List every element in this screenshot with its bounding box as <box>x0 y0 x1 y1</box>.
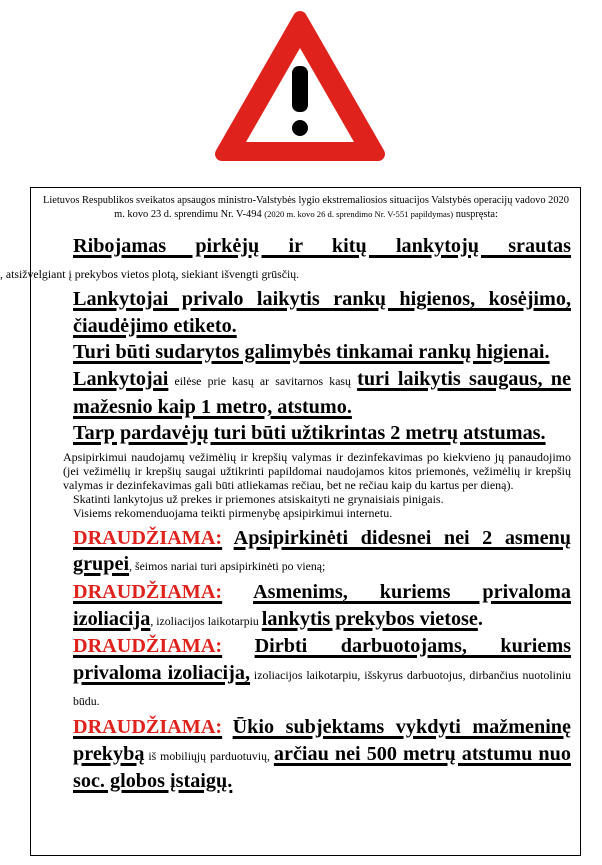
rule-seller-distance: Tarp pardavėjų turi būti užtikrintas 2 metrų atstumas. <box>73 422 546 445</box>
prohibition-label: DRAUDŽIAMA: <box>73 715 223 738</box>
rule-hygiene: Lankytojai privalo laikytis rankų higienos, kosėjimo, čiaudėjimo etiketo. <box>73 288 571 337</box>
intro-text: Lietuvos Respublikos sveikatos apsaugos ministro-Valstybės lygio ekstremaliosios situacijos Valstybės operacijų vadovo 2020 m. kovo 23 d. sprendimu Nr. V-494 (2020 m. kovo 26 d. sprendimo Nr. V-551 papildymas) nuspręsta: <box>43 195 569 220</box>
exclamation-dot <box>292 120 308 136</box>
prohibition-label: DRAUDŽIAMA: <box>73 635 223 658</box>
prohibition-isolation-work: DRAUDŽIAMA: Dirbti darbuotojams, kuriems privaloma izoliacija, izoliacijos laikotarpiu, išskyrus darbuotojus, dirbančius nuotoliniu būdu. <box>73 635 572 709</box>
rules-content <box>0 234 572 796</box>
rule-hand-hygiene: Turi būti sudarytos galimybės tinkamai rankų higienai. <box>73 341 550 364</box>
prohibition-isolation-visit: DRAUDŽIAMA: Asmenims, kuriems privaloma izoliacija, izoliacijos laikotarpiu lankytis prekybos vietose. <box>73 580 571 630</box>
rule-online: Visiems rekomenduojama teikti pirmenybę apsipirkimui internetu. <box>73 505 393 520</box>
prohibition-groups: DRAUDŽIAMA: Apsipirkinėti didesnei nei 2 asmenų grupei, šeimos nariai turi apsipirkinėti po vieną; <box>73 526 572 576</box>
rule-cart-cleaning: Apsipirkimui naudojamų vežimėlių ir krepšių valymas ir dezinfekavimas po kiekvieno jų panaudojimo (jei vežimėlių ir krepšių saugai užtikrinti papildomai naudojamos kitos priemonės, vežimėlių ir krepšių valymas ir dezinfekavimas gali būti atliekamas rečiau, bet ne rečiau kaip du kartus per dieną). <box>63 449 571 492</box>
warning-triangle-icon <box>212 4 388 162</box>
prohibition-mobile-shops: DRAUDŽIAMA: Ūkio subjektams vykdyti mažmeninę prekybą iš mobiliųjų parduotuvių, arčiau nei 500 metrų atstumu nuo soc. globos įstaigų. <box>73 715 571 793</box>
exclamation-bar <box>292 66 308 112</box>
rule-visitor-flow: Ribojamas pirkėjų ir kitų lankytojų srautas, atsižvelgiant į prekybos vietos plotą, siekiant išvengti grūsčių. <box>0 235 571 281</box>
rule-cashless: Skatinti lankytojus už prekes ir priemones atsiskaityti ne grynaisiais pinigais. <box>73 491 444 506</box>
rule-distance-queue: Lankytojai eilėse prie kasų ar savitarnos kasų turi laikytis saugaus, ne mažesnio kaip 1 metro, atstumo. <box>73 367 571 418</box>
prohibition-label: DRAUDŽIAMA: <box>73 526 223 549</box>
prohibition-label: DRAUDŽIAMA: <box>73 580 223 603</box>
intro-note: (2020 m. kovo 26 d. sprendimo Nr. V-551 papildymas) <box>264 208 454 219</box>
